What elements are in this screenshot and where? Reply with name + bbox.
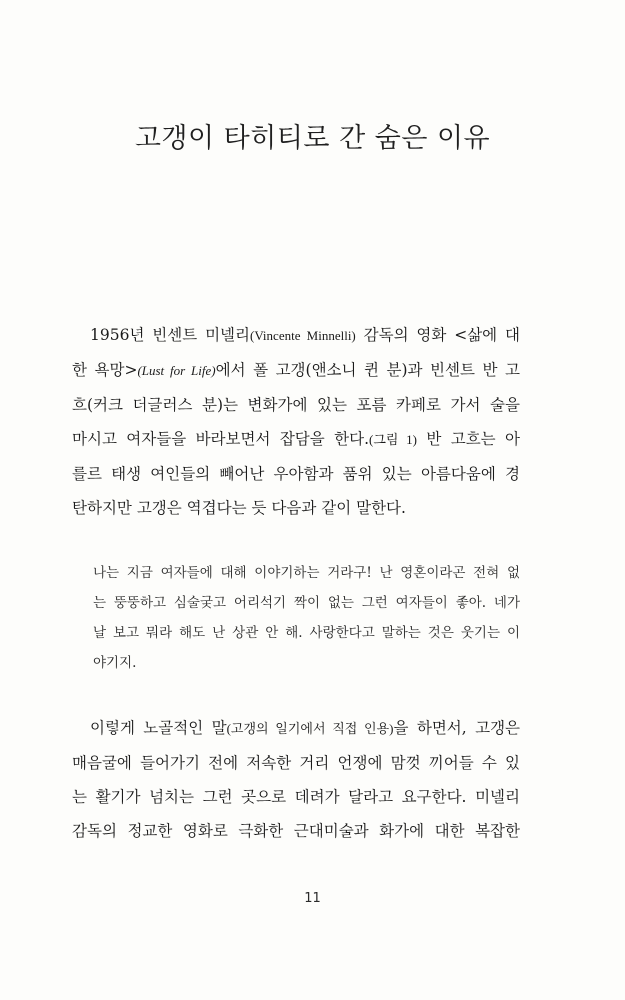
text-run: 마시고 여자들을 바라보면서 잡담을 한다. bbox=[72, 430, 369, 448]
text-line: 흐(커크 더글러스 분)는 변화가에 있는 포름 카페로 가서 술을 bbox=[72, 396, 520, 414]
text-run: (Lust for Life) bbox=[137, 363, 216, 378]
text-run: 한 욕망> bbox=[72, 361, 138, 379]
text-run: 에서 폴 고갱(앤소니 퀸 분)과 빈센트 반 고 bbox=[215, 361, 520, 379]
page-number: 11 bbox=[304, 891, 321, 906]
text-line: 감독의 정교한 영화로 극화한 근대미술과 화가에 대한 복잡한 bbox=[72, 822, 520, 840]
block-quote bbox=[93, 558, 520, 678]
text-line bbox=[72, 353, 520, 388]
text-line: 는 활기가 넘치는 그런 곳으로 데려가 달라고 요구한다. 미넬리 bbox=[72, 788, 520, 806]
quote-line: 날 보고 뭐라 해도 난 상관 안 해. 사랑한다고 말하는 것은 웃기는 이 bbox=[93, 625, 520, 641]
text-line bbox=[72, 422, 520, 457]
quote-line: 는 뚱뚱하고 심술궂고 어리석기 짝이 없는 그런 여자들이 좋아. 네가 bbox=[93, 595, 520, 611]
text-line: 탄하지만 고갱은 역겹다는 듯 다음과 같이 말한다. bbox=[72, 499, 406, 517]
body-paragraph-2 bbox=[72, 711, 520, 848]
text-run: 을 하면서, 고갱은 bbox=[393, 719, 521, 737]
text-run: 이렇게 노골적인 말 bbox=[90, 719, 227, 737]
text-line: 매음굴에 들어가기 전에 저속한 거리 언쟁에 맘껏 끼어들 수 있 bbox=[72, 754, 520, 772]
chapter-title: 고갱이 타히티로 간 숨은 이유 bbox=[134, 123, 491, 154]
quote-line: 야기지. bbox=[93, 655, 137, 671]
text-run: 반 고흐는 아 bbox=[416, 430, 520, 448]
text-run: (고갱의 일기에서 직접 인용) bbox=[226, 721, 394, 736]
text-line bbox=[72, 711, 520, 746]
body-paragraph-1 bbox=[72, 318, 520, 525]
text-line: 를르 태생 여인들의 빼어난 우아함과 품위 있는 아름다움에 경 bbox=[72, 465, 520, 483]
text-run: 1956년 빈센트 미넬리 bbox=[90, 326, 250, 344]
text-run: (Vincente Minnelli) bbox=[250, 328, 356, 343]
text-line bbox=[72, 318, 520, 353]
text-run: 감독의 영화 <삶에 대 bbox=[355, 326, 520, 344]
figure-reference: (그림 1) bbox=[369, 432, 417, 447]
quote-line: 나는 지금 여자들에 대해 이야기하는 거라구! 난 영혼이라곤 전혀 없 bbox=[93, 565, 520, 581]
